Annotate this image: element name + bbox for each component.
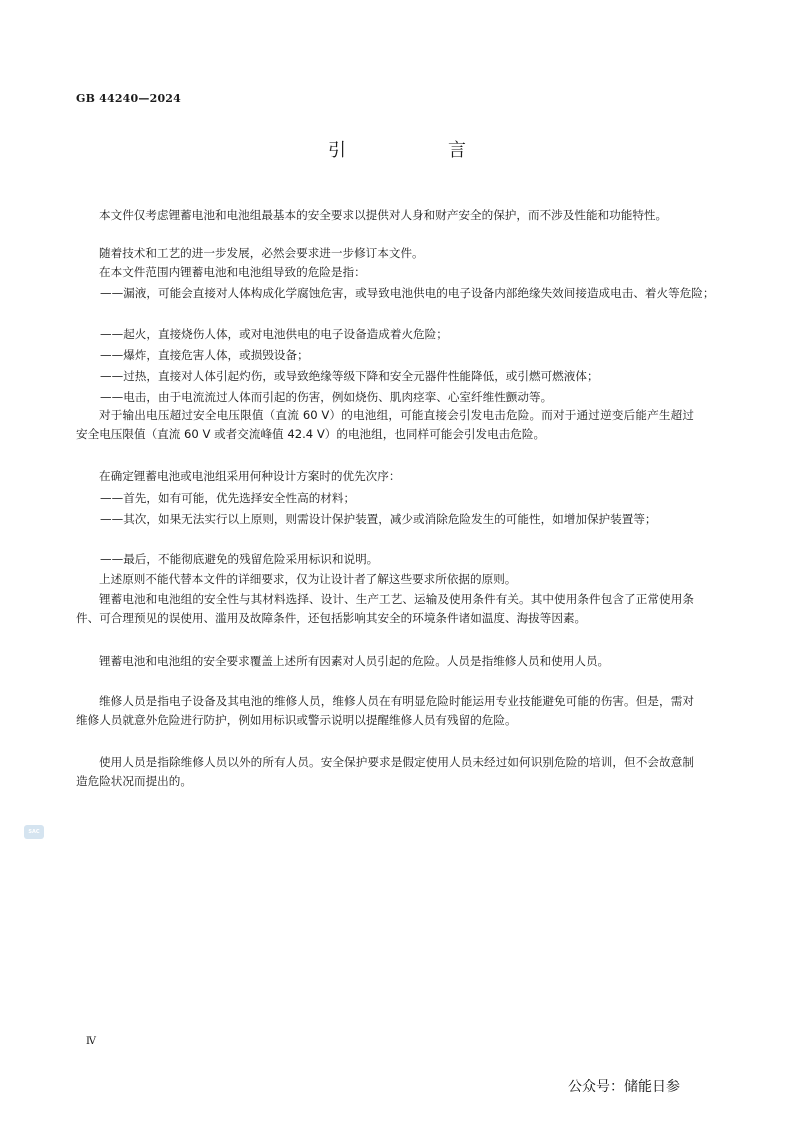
sac-logo: SAC	[24, 825, 44, 839]
page-number: Ⅳ	[86, 1036, 96, 1047]
list-item: ——电击，由于电流流过人体而引起的伤害，例如烧伤、肌肉痉挛、心室纤维性颤动等。	[100, 390, 553, 404]
list-item: ——其次，如果无法实行以上原则，则需设计保护装置，减少或消除危险发生的可能性，如增加保护装置等；	[100, 512, 657, 526]
list-item: ——首先，如有可能，优先选择安全性高的材料；	[100, 491, 356, 505]
list-item: ——起火，直接烧伤人体，或对电池供电的电子设备造成着火危险；	[100, 327, 448, 341]
paragraph: 锂蓄电池和电池组的安全性与其材料选择、设计、生产工艺、运输及使用条件有关。其中使用条件包含了正常使用条件、可合理预见的误使用、滥用及故障条件，还包括影响其安全的环境条件诸如温度、海拔等因素。	[76, 592, 694, 625]
paragraph: 本文件仅考虑锂蓄电池和电池组最基本的安全要求以提供对人身和财产安全的保护，而不涉及性能和功能特性。	[99, 208, 668, 222]
paragraph: 锂蓄电池和电池组的安全要求覆盖上述所有因素对人员引起的危险。人员是指维修人员和使用人员。	[99, 654, 610, 668]
document-id-header: GB 44240—2024	[76, 92, 182, 105]
list-item: ——漏液，可能会直接对人体构成化学腐蚀危害，或导致电池供电的电子设备内部绝缘失效间接造成电击、着火等危险；	[100, 286, 715, 300]
paragraph: 在确定锂蓄电池或电池组采用何种设计方案时的优先次序：	[99, 469, 401, 483]
list-item: ——爆炸，直接危害人体，或损毁设备；	[100, 348, 309, 362]
paragraph: 维修人员是指电子设备及其电池的维修人员，维修人员在有明显危险时能运用专业技能避免可能的伤害。但是，需对维修人员就意外危险进行防护，例如用标识或警示说明以提醒维修人员有残留的危险。	[76, 694, 694, 727]
section-title: 引 言	[328, 140, 508, 161]
list-item: ——过热，直接对人体引起灼伤，或导致绝缘等级下降和安全元器件性能降低，或引燃可燃液体；	[100, 369, 599, 383]
list-item: ——最后，不能彻底避免的残留危险采用标识和说明。	[100, 552, 379, 566]
watermark-text: 公众号：储能日参	[568, 1079, 680, 1095]
paragraph: 随着技术和工艺的进一步发展，必然会要求进一步修订本文件。	[99, 246, 424, 260]
paragraph: 上述原则不能代替本文件的详细要求，仅为让设计者了解这些要求所依据的原则。	[99, 572, 517, 586]
paragraph: 在本文件范围内锂蓄电池和电池组导致的危险是指：	[99, 265, 366, 279]
paragraph: 使用人员是指除维修人员以外的所有人员。安全保护要求是假定使用人员未经过如何识别危险的培训，但不会故意制造危险状况而提出的。	[76, 755, 694, 788]
paragraph: 对于输出电压超过安全电压限值（直流 60 V）的电池组，可能直接会引发电击危险。而对于通过逆变后能产生超过安全电压限值（直流 60 V 或者交流峰值 42.4 V）的电池组，也同样可能会引发电击危险。	[76, 408, 694, 441]
